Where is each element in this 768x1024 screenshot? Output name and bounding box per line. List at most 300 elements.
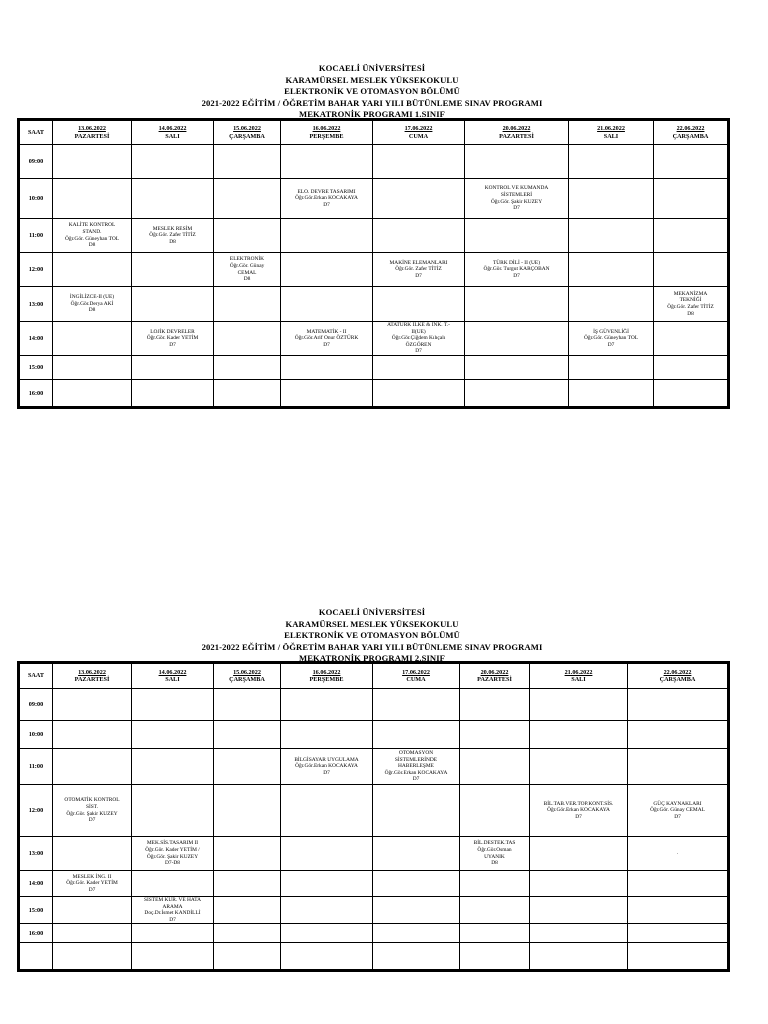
exam-entry (373, 749, 460, 785)
empty-slot (373, 380, 465, 408)
exam-entry-line: ÖZGÖREN (405, 341, 432, 348)
exam-entry-line: MESLEK İNG. II (72, 873, 112, 880)
exam-entry (373, 253, 465, 287)
exam-entry-line: TEKNİĞİ (679, 297, 702, 304)
exam-entry (460, 837, 530, 871)
exam-entry-line: BİL.DESTEK.TAS (473, 840, 516, 847)
day-date: 14.06.2022 (158, 668, 187, 676)
day-date: 20.06.2022 (502, 125, 531, 133)
empty-slot (460, 785, 530, 837)
exam-entry (53, 287, 132, 322)
empty-slot (281, 943, 373, 971)
day-date: 21.06.2022 (564, 668, 593, 676)
empty-slot (214, 924, 281, 943)
time-label: 09:00 (19, 689, 53, 721)
exam-entry-line: D8 (169, 238, 176, 245)
exam-entry-line: Öğr.Gör. Güneyhan TOL (584, 335, 638, 342)
exam-entry-line: D7 (415, 348, 422, 355)
day-name: SALI (165, 676, 180, 683)
day-header (460, 663, 530, 689)
time-slot-row (19, 785, 729, 837)
empty-slot (132, 785, 214, 837)
empty-slot (214, 721, 281, 749)
exam-entry-line: Öğr.Gör. Turgut KARÇOBAN (483, 266, 550, 273)
department-title: ELEKTRONİK VE OTOMASYON BÖLÜMÜ (284, 630, 460, 641)
day-date: 15.06.2022 (233, 668, 261, 676)
exam-entry-line: Öğr.Gör. Kader YETİM (146, 335, 199, 342)
saat-header: SAAT (19, 120, 53, 145)
time-label: 13:00 (19, 287, 53, 322)
day-header (628, 663, 729, 689)
empty-slot (373, 145, 465, 179)
schedule-header (17, 607, 727, 664)
empty-slot (53, 380, 132, 408)
empty-slot (654, 380, 729, 408)
exam-entry (628, 837, 729, 871)
empty-slot (281, 380, 373, 408)
exam-entry (132, 219, 214, 253)
empty-slot (214, 837, 281, 871)
school-title: KARAMÜRSEL MESLEK YÜKSEKOKULU (285, 74, 459, 85)
time-slot-row (19, 219, 729, 253)
exam-entry-line: Öğr.Gör. Günay CEMAL (650, 807, 705, 814)
empty-slot (53, 837, 132, 871)
exam-entry-line: D7 (169, 341, 176, 348)
day-header (465, 120, 569, 145)
empty-slot (530, 837, 628, 871)
day-name: PAZARTESİ (74, 676, 110, 683)
exam-entry-line: MESLEK RESİM (152, 225, 193, 232)
time-slot-row (19, 749, 729, 785)
time-label: 10:00 (19, 179, 53, 219)
exam-entry-line: İNGİLİZCE-II (UE) (69, 294, 115, 301)
empty-slot (373, 219, 465, 253)
empty-slot (53, 322, 132, 356)
empty-slot (281, 924, 373, 943)
exam-entry (132, 322, 214, 356)
empty-slot (132, 380, 214, 408)
time-slot-row (19, 287, 729, 322)
time-label: 11:00 (19, 749, 53, 785)
exam-entry-line: D7 (415, 272, 422, 279)
empty-slot (530, 749, 628, 785)
time-label: 09:00 (19, 145, 53, 179)
day-date: 16.06.2022 (312, 668, 341, 676)
day-date: 14.06.2022 (158, 125, 187, 133)
empty-slot (465, 219, 569, 253)
empty-slot (281, 219, 373, 253)
day-date: 13.06.2022 (78, 668, 106, 676)
day-name: ÇARŞAMBA (672, 132, 709, 140)
empty-slot (465, 322, 569, 356)
empty-slot (281, 785, 373, 837)
exam-entry-line: SİSTEMLERİNDE (394, 756, 438, 763)
exam-entry (53, 871, 132, 897)
empty-slot (569, 287, 654, 322)
empty-slot (465, 145, 569, 179)
exam-entry-line: Öğr.Gör. Şakir KUZEY (146, 853, 199, 860)
exam-entry-line: BİL.TAB.VER.TOP.KONT.SİS. (543, 800, 614, 807)
empty-slot (530, 924, 628, 943)
exam-entry-line: . (676, 850, 679, 857)
exam-entry-line: MEK.SİS.TASARIM II (146, 840, 199, 847)
time-slot-row (19, 871, 729, 897)
exam-entry (132, 897, 214, 924)
exam-entry-line: ELO. DEVRE TASARIMI (297, 188, 356, 195)
exam-entry-line: Öğr.Gör. Zafer TİTİZ (395, 266, 442, 273)
empty-slot (132, 356, 214, 380)
time-label: 14:00 (19, 322, 53, 356)
exam-entry-line: BİLGİSAYAR UYGULAMA (294, 756, 359, 763)
exam-entry-line: D8 (88, 307, 96, 314)
time-slot-row (19, 924, 729, 943)
empty-slot (628, 871, 729, 897)
day-header (373, 663, 460, 689)
time-slot-row (19, 943, 729, 971)
program-class-title: MEKATRONİK PROGRAMI 1.SINIF (298, 109, 445, 120)
exam-entry-line: Öğr.Gör.Çiğdem Kılıçalı (391, 335, 446, 342)
empty-slot (281, 287, 373, 322)
empty-slot (53, 145, 132, 179)
empty-slot (460, 943, 530, 971)
exam-entry-line: Öğr.Gör.Erkan KOCAKAYA (384, 769, 448, 776)
university-title: KOCAELİ ÜNİVERSİTESİ (318, 607, 426, 617)
exam-entry-line: Öğr.Gör. Kader YETİM / (145, 846, 200, 853)
time-slot-row (19, 837, 729, 871)
school-title: KARAMÜRSEL MESLEK YÜKSEKOKULU (285, 618, 459, 629)
empty-slot (214, 380, 281, 408)
exam-entry-line: Öğr.Gör. Zafer TİTİZ (667, 304, 714, 310)
exam-entry-line: II(UE) (411, 328, 426, 335)
time-slot-row (19, 322, 729, 356)
empty-slot (281, 689, 373, 721)
time-slot-row (19, 179, 729, 219)
empty-slot (569, 253, 654, 287)
empty-slot (530, 871, 628, 897)
exam-entry-line: OTOMASYON (398, 750, 434, 757)
day-name: ÇARŞAMBA (229, 676, 265, 683)
day-name: SALI (603, 132, 619, 140)
exam-entry (281, 322, 373, 356)
empty-slot (628, 721, 729, 749)
exam-entry-line: Doç.Dr.İsmet KANDİLLİ (144, 910, 201, 917)
empty-slot (628, 749, 729, 785)
exam-entry (53, 785, 132, 837)
empty-slot (569, 179, 654, 219)
empty-slot (214, 356, 281, 380)
empty-slot (53, 943, 132, 971)
program-class-title: MEKATRONİK PROGRAMI 2.SINIF (298, 653, 445, 664)
empty-slot (53, 924, 132, 943)
empty-slot (214, 179, 281, 219)
empty-slot (53, 179, 132, 219)
empty-slot (465, 380, 569, 408)
time-label: 10:00 (19, 721, 53, 749)
empty-slot (460, 689, 530, 721)
exam-program-title: 2021-2022 EĞİTİM / ÖĞRETİM BAHAR YARI YILI BÜTÜNLEME SINAV PROGRAMI (201, 641, 543, 652)
exam-entry (465, 253, 569, 287)
empty-slot (373, 721, 460, 749)
day-date: 17.06.2022 (404, 125, 433, 133)
empty-slot (569, 380, 654, 408)
exam-entry-line: D7 (412, 776, 420, 783)
exam-entry-line: OTOMATİK KONTROL (64, 797, 120, 804)
empty-slot (465, 356, 569, 380)
exam-entry-line: Öğr.Gör.Erkan KOCAKAYA (295, 195, 358, 202)
day-date: 17.06.2022 (402, 668, 430, 676)
time-label: 12:00 (19, 253, 53, 287)
exam-entry-line: D7 (323, 769, 330, 776)
exam-entry-line: Öğr.Gör. Zafer TİTİZ (149, 232, 196, 239)
empty-slot (132, 749, 214, 785)
exam-entry-line: D7 (513, 272, 520, 279)
exam-entry-line: Öğr.Gör. Günay (229, 262, 265, 269)
empty-slot (132, 145, 214, 179)
empty-slot (214, 689, 281, 721)
day-header (569, 120, 654, 145)
empty-slot (53, 897, 132, 924)
empty-slot (569, 219, 654, 253)
exam-entry (569, 322, 654, 356)
exam-entry-line: KALİTE KONTROL (68, 222, 116, 229)
time-slot-row (19, 253, 729, 287)
empty-slot (132, 924, 214, 943)
exam-entry (628, 785, 729, 837)
day-header (214, 663, 281, 689)
exam-entry-line: SİSTEM KUR. VE HATA (144, 897, 201, 903)
day-date: 20.06.2022 (480, 668, 509, 676)
empty-slot (373, 785, 460, 837)
day-name: PAZARTESİ (477, 676, 512, 683)
empty-slot (373, 943, 460, 971)
empty-slot (460, 749, 530, 785)
empty-slot (628, 689, 729, 721)
time-label: 13:00 (19, 837, 53, 871)
day-header (214, 120, 281, 145)
day-header (132, 120, 214, 145)
exam-entry-line: İŞ GÜVENLİĞİ (593, 328, 629, 335)
empty-slot (373, 897, 460, 924)
exam-entry (654, 287, 729, 322)
empty-slot (460, 897, 530, 924)
day-name: PERŞEMBE (309, 676, 344, 683)
empty-slot (460, 721, 530, 749)
exam-entry-line: D7 (323, 201, 330, 208)
empty-slot (654, 145, 729, 179)
time-label: 14:00 (19, 871, 53, 897)
exam-entry-line: D8 (88, 242, 96, 249)
day-header (53, 120, 132, 145)
day-name: PERŞEMBE (309, 132, 344, 140)
empty-slot (530, 943, 628, 971)
empty-slot (132, 179, 214, 219)
exam-entry-line: UYANIK (484, 853, 505, 860)
exam-entry (53, 219, 132, 253)
empty-slot (373, 871, 460, 897)
exam-entry-line: ARAMA (162, 903, 183, 910)
time-label: 12:00 (19, 785, 53, 837)
day-header (530, 663, 628, 689)
saat-header: SAAT (19, 663, 53, 689)
empty-slot (373, 837, 460, 871)
time-label: 15:00 (19, 356, 53, 380)
empty-slot (654, 356, 729, 380)
exam-entry-line: SİSTEMLERİ (500, 191, 533, 198)
exam-entry-line: MAKİNE ELEMANLARI (389, 259, 448, 266)
exam-entry-line: Öğr.Gör. Güneyhan TOL (65, 235, 119, 242)
time-label (19, 943, 53, 971)
empty-slot (214, 785, 281, 837)
time-slot-row (19, 721, 729, 749)
time-label: 16:00 (19, 380, 53, 408)
empty-slot (53, 253, 132, 287)
empty-slot (373, 924, 460, 943)
day-date: 21.06.2022 (597, 125, 625, 133)
empty-slot (53, 356, 132, 380)
empty-slot (373, 287, 465, 322)
time-slot-row (19, 356, 729, 380)
empty-slot (281, 897, 373, 924)
empty-slot (569, 356, 654, 380)
day-header (373, 120, 465, 145)
exam-entry-line: Öğr.Gör. Kader YETİM (66, 880, 118, 887)
empty-slot (569, 145, 654, 179)
day-date: 16.06.2022 (312, 125, 341, 133)
time-label: 11:00 (19, 219, 53, 253)
time-slot-row (19, 145, 729, 179)
exam-program-title: 2021-2022 EĞİTİM / ÖĞRETİM BAHAR YARI YILI BÜTÜNLEME SINAV PROGRAMI (201, 97, 543, 108)
empty-slot (465, 287, 569, 322)
empty-slot (132, 287, 214, 322)
exam-entry-line: D7-D8 (165, 860, 180, 867)
exam-entry-line: GÜÇ KAYNAKLARI (653, 800, 702, 807)
exam-entry-line: KONTROL VE KUMANDA (484, 185, 549, 192)
day-header (132, 663, 214, 689)
empty-slot (654, 322, 729, 356)
empty-slot (132, 943, 214, 971)
empty-slot (214, 943, 281, 971)
empty-slot (628, 943, 729, 971)
exam-entry-line: D8 (687, 310, 694, 317)
day-header (53, 663, 132, 689)
exam-entry-line: Öğr.Gör.Erkan KOCAKAYA (295, 763, 358, 770)
empty-slot (214, 749, 281, 785)
time-label: 15:00 (19, 897, 53, 924)
schedule-2nd-year (17, 607, 727, 972)
university-title: KOCAELİ ÜNİVERSİTESİ (318, 63, 426, 73)
exam-entry-line: MEKANİZMA (673, 290, 708, 297)
time-label: 16:00 (19, 924, 53, 943)
exam-entry (373, 322, 465, 356)
exam-entry-line: D7 (607, 341, 615, 348)
exam-entry-line: D8 (491, 860, 498, 867)
day-header (654, 120, 729, 145)
day-header-row (19, 663, 729, 689)
exam-entry-line: Öğr.Gör. Şakir KUZEY (66, 810, 118, 817)
day-name: SALI (165, 132, 180, 140)
empty-slot (460, 871, 530, 897)
empty-slot (530, 897, 628, 924)
exam-entry (465, 179, 569, 219)
day-name: ÇARŞAMBA (659, 676, 696, 683)
empty-slot (281, 871, 373, 897)
day-name: CUMA (408, 132, 429, 140)
empty-slot (214, 897, 281, 924)
exam-entry-line: ELEKTRONİK (229, 256, 265, 263)
empty-slot (628, 897, 729, 924)
empty-slot (530, 721, 628, 749)
empty-slot (53, 749, 132, 785)
department-title: ELEKTRONİK VE OTOMASYON BÖLÜMÜ (284, 86, 460, 97)
time-slot-row (19, 689, 729, 721)
day-date: 13.06.2022 (78, 125, 106, 133)
exam-entry-line: Öğr.Gör. Şakir KUZEY (490, 198, 543, 205)
exam-entry-line: SİST. (85, 803, 99, 810)
empty-slot (214, 145, 281, 179)
exam-entry-line: TÜRK DİLİ - II (UE) (492, 259, 540, 266)
empty-slot (214, 287, 281, 322)
exam-schedule-table (17, 118, 730, 409)
day-header (281, 663, 373, 689)
exam-entry-line: Öğr.Gör.Erkan KOCAKAYA (547, 807, 610, 814)
day-header-row (19, 120, 729, 145)
empty-slot (373, 689, 460, 721)
exam-entry-line: Öğr.Gör.Osman (477, 846, 512, 853)
empty-slot (654, 253, 729, 287)
exam-entry-line: STAND. (82, 228, 102, 235)
empty-slot (281, 356, 373, 380)
empty-slot (281, 253, 373, 287)
time-slot-row (19, 380, 729, 408)
time-slot-row (19, 897, 729, 924)
exam-entry (281, 749, 373, 785)
schedule-header (17, 63, 727, 118)
empty-slot (628, 924, 729, 943)
exam-entry (281, 179, 373, 219)
exam-entry-line: Öğr.Gör.Arif Onur ÖZTÜRK (294, 335, 359, 342)
empty-slot (214, 219, 281, 253)
day-name: SALI (571, 676, 586, 683)
exam-entry-line: D7 (674, 813, 681, 820)
empty-slot (373, 179, 465, 219)
exam-entry (530, 785, 628, 837)
schedule-1st-year (17, 63, 727, 409)
exam-entry-line: D7 (323, 341, 330, 348)
exam-entry-line: MATEMATİK - II (306, 328, 347, 335)
exam-entry-line: D7 (575, 813, 582, 820)
day-name: PAZARTESİ (499, 132, 534, 140)
empty-slot (53, 721, 132, 749)
empty-slot (654, 219, 729, 253)
empty-slot (460, 924, 530, 943)
exam-entry-line: Öğr.Gör.Derya AKİ (70, 300, 114, 307)
day-header (281, 120, 373, 145)
day-date: 22.06.2022 (676, 125, 705, 133)
exam-entry-line: D7 (513, 205, 520, 212)
empty-slot (373, 356, 465, 380)
day-name: ÇARŞAMBA (229, 132, 265, 140)
exam-schedule-table (17, 661, 730, 972)
exam-entry-line: LOJİK DEVRELER (150, 328, 195, 335)
empty-slot (654, 179, 729, 219)
exam-entry-line: D8 (243, 276, 251, 283)
exam-entry (132, 837, 214, 871)
day-date: 22.06.2022 (663, 668, 692, 676)
empty-slot (53, 689, 132, 721)
empty-slot (214, 322, 281, 356)
day-name: PAZARTESİ (74, 132, 110, 140)
empty-slot (214, 871, 281, 897)
